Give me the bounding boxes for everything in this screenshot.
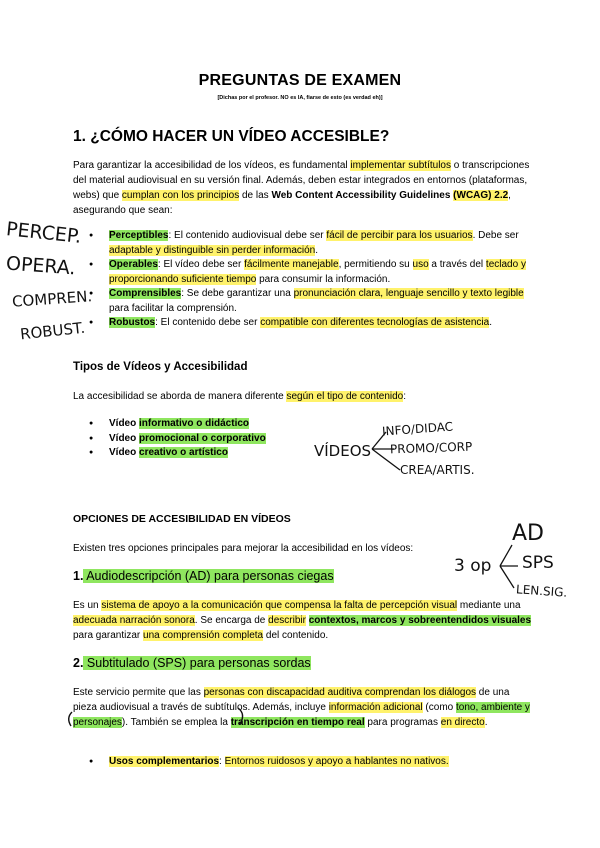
text-run: para garantizar — [73, 630, 144, 641]
text-run: Es un — [73, 600, 102, 611]
handwritten-note: ROBUST. — [19, 318, 86, 344]
brace-stroke — [372, 449, 400, 470]
highlight: uso — [412, 259, 429, 270]
highlight: adecuada narración sonora — [73, 615, 195, 626]
text-run: : El contenido audiovisual debe ser — [168, 230, 327, 241]
text-run: . Se encarga de — [194, 615, 269, 626]
highlight: una comprensión completa — [143, 630, 264, 641]
handwritten-note: COMPREN. — [11, 287, 93, 311]
text-run: mediante una — [457, 600, 521, 611]
handwritten-note: LEN.SIG. — [515, 582, 568, 600]
text-run: o transcripciones del material audiovisual en su versión final. Además, deben estar integrados en entornos (plataformas, webs) que — [73, 160, 530, 201]
handwritten-note: PERCEP. — [5, 218, 83, 248]
text-run: , asegurando que sean: — [73, 190, 511, 216]
item-label: Vídeo — [109, 418, 140, 429]
brace-stroke — [500, 566, 514, 588]
text-run: . Debe ser — [472, 230, 519, 241]
text-run: de una pieza audiovisual a través de subtítulos. Además, incluye — [73, 687, 510, 713]
handwritten-note: OPERA. — [5, 252, 77, 280]
text-run: La accesibilidad se aborda de manera diferente — [73, 391, 287, 402]
text-run: : El contenido debe ser — [155, 317, 261, 328]
highlight: describir — [268, 615, 306, 626]
term: Comprensibles — [109, 288, 182, 299]
text-run: ). También se emplea la — [121, 717, 231, 728]
text-run: , permitiendo su — [338, 259, 413, 270]
handwritten-note: 3 op — [454, 556, 492, 576]
highlight: Subtitulado (SPS) para personas sordas — [83, 656, 311, 670]
highlight: teclado y proporcionando suficiente tiempo — [109, 259, 526, 285]
text-run: . — [489, 317, 492, 328]
handwritten-note: PROMO/CORP — [389, 439, 473, 457]
highlight: información adicional — [328, 702, 423, 713]
highlight: en directo — [440, 717, 485, 728]
highlight: (WCAG) 2.2 — [453, 190, 509, 201]
text-run: (como — [422, 702, 456, 713]
text-run: para facilitar la comprensión. — [109, 302, 237, 314]
highlight: contextos, marcos y sobreentendidos visuales — [308, 615, 532, 626]
section-heading-accessible-video: 1. ¿CÓMO HACER UN VÍDEO ACCESIBLE? — [73, 128, 390, 145]
text-run: . — [315, 244, 319, 256]
handwritten-note: INFO/DIDAC — [381, 419, 454, 439]
term: Robustos — [109, 317, 156, 328]
handwritten-note: VÍDEOS — [314, 442, 372, 460]
highlight: según el tipo de contenido — [286, 391, 404, 402]
brace-stroke — [500, 545, 512, 566]
handwritten-note: SPS — [522, 553, 554, 573]
highlight: adaptable y distinguible sin perder información — [109, 244, 316, 256]
item-label: Vídeo — [109, 432, 140, 444]
page-subtitle: [Dichas por el profesor. NO es IA, fiarse de esto (es verdad eh)] — [217, 95, 383, 101]
highlight: Audiodescripción (AD) para personas ciegas — [83, 569, 334, 583]
text-run: del contenido. — [263, 630, 329, 641]
page-title: PREGUNTAS DE EXAMEN — [198, 72, 402, 89]
highlight: fácil de percibir para los usuarios — [326, 230, 473, 241]
highlight: creativo o artístico — [139, 447, 228, 458]
text-run: Este servicio permite que las — [73, 687, 204, 698]
term: Operables — [109, 259, 158, 270]
highlight: tono, ambiente y personajes — [73, 702, 530, 728]
highlight: compatible con diferentes tecnologías de asistencia — [260, 317, 490, 328]
term: Perceptibles — [109, 230, 169, 241]
text-run: de las — [239, 190, 272, 201]
text-run: Para garantizar la accesibilidad de los vídeos, es fundamental — [73, 160, 351, 171]
text-run: : — [403, 391, 407, 402]
item-label: Vídeo — [109, 447, 140, 458]
heading-number: 2. — [73, 656, 84, 670]
bold-text: Web Content Accessibility Guidelines — [271, 190, 454, 201]
text-run: para programas — [364, 717, 441, 728]
highlight: pronunciación clara, lenguaje sencillo y texto legible — [293, 288, 524, 299]
highlight: transcripción en tiempo real — [230, 717, 365, 728]
text-run: : Se debe garantizar una — [181, 288, 294, 299]
text-run: a través del — [428, 259, 486, 270]
highlight: sistema de apoyo a la comunicación que compensa la falta de percepción visual — [101, 600, 458, 611]
text-run: : — [219, 756, 225, 767]
highlight: informativo o didáctico — [139, 418, 250, 429]
highlight: Entornos ruidosos y apoyo a hablantes no nativos. — [224, 756, 449, 767]
handwritten-note: CREA/ARTIS. — [400, 463, 475, 477]
bracket-stroke — [238, 708, 243, 724]
term: Usos complementarios — [109, 756, 220, 767]
options-heading: OPCIONES DE ACCESIBILIDAD EN VÍDEOS — [73, 513, 291, 525]
highlight: fácilmente manejable — [244, 259, 339, 270]
options-intro: Existen tres opciones principales para mejorar la accesibilidad en los vídeos: — [73, 543, 414, 554]
highlight: promocional o corporativo — [139, 432, 266, 444]
highlight: personas con discapacidad auditiva comprendan los diálogos — [203, 687, 477, 698]
text-run: . — [484, 717, 488, 728]
heading-number: 1. — [73, 569, 84, 583]
handwritten-note: AD — [512, 521, 544, 546]
text-run: para consumir la información. — [256, 273, 391, 285]
video-types-heading: Tipos de Vídeos y Accesibilidad — [73, 361, 248, 373]
text-run: : El vídeo debe ser — [157, 259, 245, 270]
highlight: implementar subtítulos — [350, 160, 451, 171]
bracket-stroke — [69, 712, 72, 726]
highlight: cumplan con los principios — [121, 190, 240, 201]
brace-stroke — [372, 432, 386, 449]
